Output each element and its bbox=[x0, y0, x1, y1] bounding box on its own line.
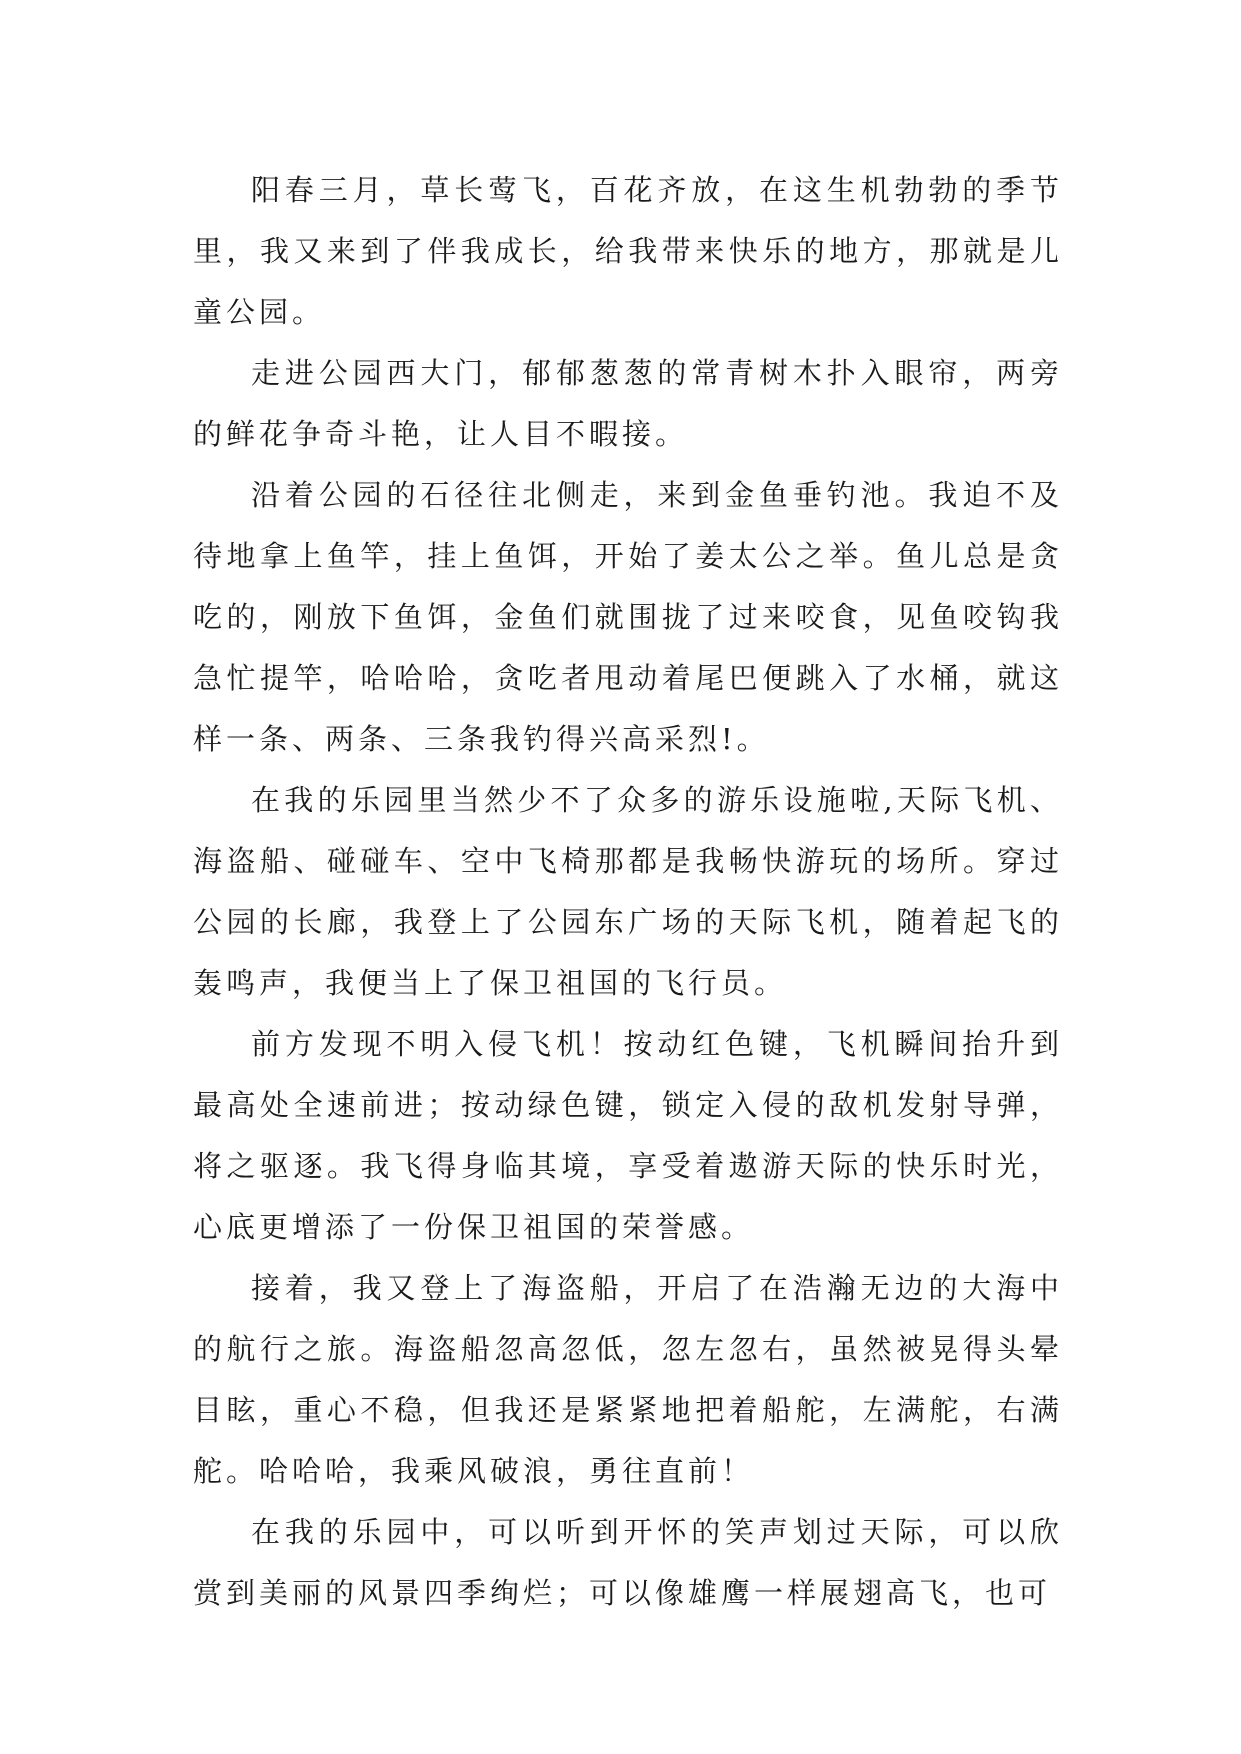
paragraph-2: 走进公园西大门，郁郁葱葱的常青树木扑入眼帘，两旁的鲜花争奇斗艳，让人目不暇接。 bbox=[193, 356, 1063, 451]
paragraph-7: 在我的乐园中，可以听到开怀的笑声划过天际，可以欣赏到美丽的风景四季绚烂；可以像雄鹰一样展翅高飞，也可 bbox=[193, 1515, 1063, 1610]
paragraph-6: 接着，我又登上了海盗船，开启了在浩瀚无边的大海中的航行之旅。海盗船忽高忽低，忽左忽右，虽然被晃得头晕目眩，重心不稳，但我还是紧紧地把着船舵，左满舵，右满舵。哈哈哈，我乘风破浪，勇往直前！ bbox=[193, 1271, 1063, 1488]
paragraph-1: 阳春三月，草长莺飞，百花齐放，在这生机勃勃的季节里，我又来到了伴我成长，给我带来快乐的地方，那就是儿童公园。 bbox=[193, 173, 1063, 329]
essay-body bbox=[193, 160, 1063, 1624]
paragraph-5: 前方发现不明入侵飞机！按动红色键，飞机瞬间抬升到最高处全速前进；按动绿色键，锁定入侵的敌机发射导弹，将之驱逐。我飞得身临其境，享受着遨游天际的快乐时光，心底更增添了一份保卫祖国的荣誉感。 bbox=[193, 1027, 1063, 1244]
paragraph-4: 在我的乐园里当然少不了众多的游乐设施啦,天际飞机、海盗船、碰碰车、空中飞椅那都是我畅快游玩的场所。穿过公园的长廊，我登上了公园东广场的天际飞机，随着起飞的轰鸣声，我便当上了保卫祖国的飞行员。 bbox=[193, 783, 1063, 1000]
paragraph-3: 沿着公园的石径往北侧走，来到金鱼垂钓池。我迫不及待地拿上鱼竿，挂上鱼饵，开始了姜太公之举。鱼儿总是贪吃的，刚放下鱼饵，金鱼们就围拢了过来咬食，见鱼咬钩我急忙提竿，哈哈哈，贪吃者甩动着尾巴便跳入了水桶，就这样一条、两条、三条我钓得兴高采烈!。 bbox=[193, 478, 1063, 756]
